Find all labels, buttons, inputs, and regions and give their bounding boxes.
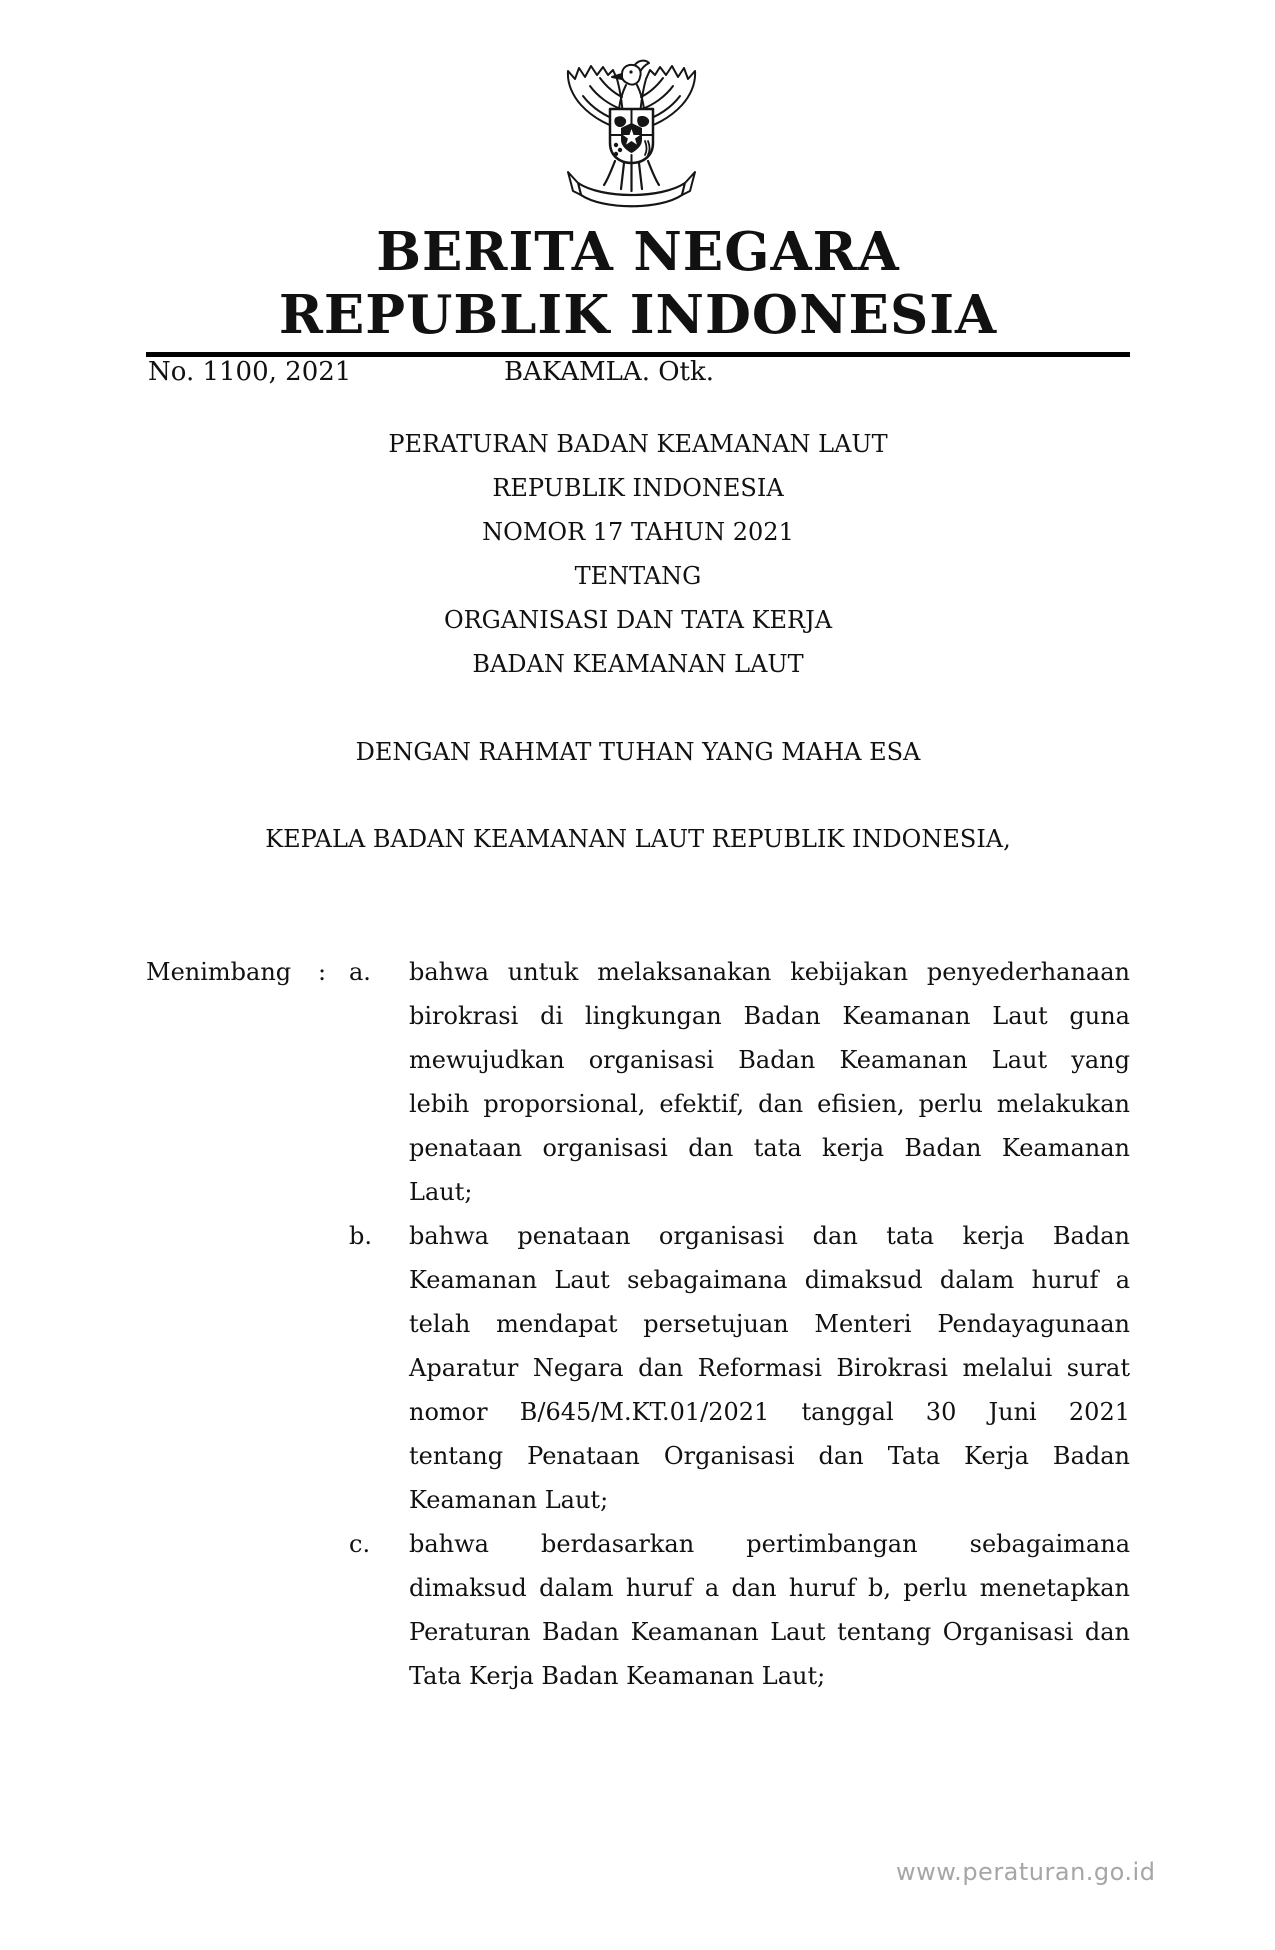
text-line: tentang Penataan Organisasi dan Tata Kerja Badan xyxy=(409,1442,1130,1470)
text-line: birokrasi di lingkungan Badan Keamanan Laut guna xyxy=(409,1002,1130,1030)
masthead xyxy=(146,221,1130,347)
enacting-official-line: KEPALA BADAN KEAMANAN LAUT REPUBLIK INDONESIA, xyxy=(265,825,1011,853)
item-letter: b. xyxy=(349,1222,372,1250)
text-line: Aparatur Negara dan Reformasi Birokrasi melalui surat xyxy=(409,1354,1130,1382)
title-line: TENTANG xyxy=(574,562,702,590)
text-line: mewujudkan organisasi Badan Keamanan Laut yang xyxy=(409,1046,1130,1074)
text-line: Peraturan Badan Keamanan Laut tentang Organisasi dan xyxy=(409,1618,1130,1646)
issue-subject: BAKAMLA. Otk. xyxy=(504,357,715,387)
title-line: PERATURAN BADAN KEAMANAN LAUT xyxy=(388,430,888,458)
item-text xyxy=(409,950,1130,1214)
title-line: REPUBLIK INDONESIA xyxy=(492,474,784,502)
consideration-item xyxy=(349,950,1130,1214)
item-letter: c. xyxy=(349,1530,371,1558)
text-line: telah mendapat persetujuan Menteri Pendayagunaan xyxy=(409,1310,1130,1338)
item-text xyxy=(409,1522,1130,1698)
masthead-line1: BERITA NEGARA xyxy=(376,221,900,283)
text-line: Laut; xyxy=(409,1178,473,1206)
text-line: bahwa untuk melaksanakan kebijakan penyederhanaan xyxy=(409,958,1130,986)
consideration-item xyxy=(349,1522,1130,1698)
issue-number: No. 1100, 2021 xyxy=(148,357,352,387)
item-text xyxy=(409,1214,1130,1522)
text-line: nomor B/645/M.KT.01/2021 tanggal 30 Juni 2021 xyxy=(409,1398,1130,1426)
text-line: bahwa berdasarkan pertimbangan sebagaimana xyxy=(409,1530,1130,1558)
consideration-item xyxy=(349,1214,1130,1522)
text-line: dimaksud dalam huruf a dan huruf b, perlu menetapkan xyxy=(409,1574,1130,1602)
considerations-section xyxy=(146,950,1130,1698)
considerations-separator: : xyxy=(318,958,327,986)
masthead-line2: REPUBLIK INDONESIA xyxy=(278,284,998,346)
item-letter: a. xyxy=(349,958,371,986)
text-line: bahwa penataan organisasi dan tata kerja Badan xyxy=(409,1222,1130,1250)
considerations-items xyxy=(349,950,1130,1698)
garuda-pancasila-emblem xyxy=(560,56,703,210)
motto-line: DENGAN RAHMAT TUHAN YANG MAHA ESA xyxy=(355,738,921,766)
text-line: Tata Kerja Badan Keamanan Laut; xyxy=(409,1662,826,1690)
title-line: BADAN KEAMANAN LAUT xyxy=(472,650,804,678)
garuda-pancasila-icon xyxy=(560,56,703,210)
title-line: NOMOR 17 TAHUN 2021 xyxy=(482,518,794,546)
watermark-url: www.peraturan.go.id xyxy=(896,1858,1156,1886)
text-line: Keamanan Laut; xyxy=(409,1486,609,1514)
regulation-title xyxy=(146,422,1130,686)
text-line: Keamanan Laut sebagaimana dimaksud dalam huruf a xyxy=(409,1266,1130,1294)
text-line: penataan organisasi dan tata kerja Badan Keamanan xyxy=(409,1134,1130,1162)
considerations-label: Menimbang xyxy=(146,958,292,986)
title-line: ORGANISASI DAN TATA KERJA xyxy=(443,606,833,634)
text-line: lebih proporsional, efektif, dan efisien, perlu melakukan xyxy=(409,1090,1130,1118)
